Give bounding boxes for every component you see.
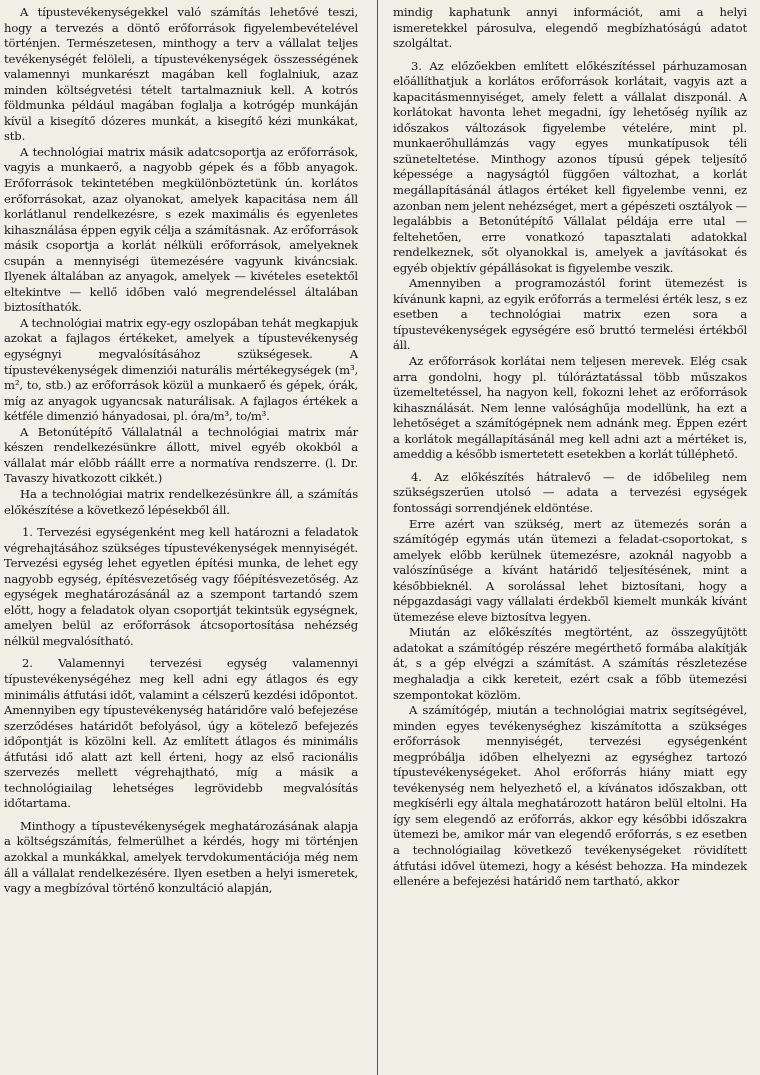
- left-column: [4, 5, 358, 897]
- paragraph: A számítógép, miután a technológiai matrix segítségével, minden egyes tevékenységhez kiszámította a szükséges erőforrások mennyiségét, tervezési egységenként megpróbálja időben elhelyezni az egységhez tartozó típustevékenységeket. Ahol erőforrás hiány miatt egy tevékenység nem helyezhető el, a kívánatos időszakban, ott megkísérli egy általa meghatározott határon belül eltolni. Ha így sem elegendő az erőforrás, akkor egy későbbi időszakra ütemezi be, amikor már van elegendő erőforrás, s ez esetben a technológiailag következő tevékenységeket rövidített átfutási idővel ütemezi, hogy a késést behozza. Ha mindezek ellenére a befejezési határidő nem tartható, akkor: [393, 703, 747, 889]
- paragraph: A típustevékenységekkel való számítás lehetővé teszi, hogy a tervezés a döntő erőforrások figyelembevételével történjen. Természetesen, minthogy a terv a vállalat teljes tevékenységét felöleli, a típustevékenységek összességének valamennyi munkarészt magában kell foglalniuk, azaz minden költségvetési tételt tartalmazniuk kell. A kotrós földmunka például magában foglalja a kotrógép munkáján kívül a kisegítő dózeres munkát, a kisegítő kézi munkákat, stb.: [4, 5, 358, 144]
- paragraph: Miután az előkészítés megtörtént, az összegyűjtött adatokat a számítógép részére megérthető formába alakítják át, s a gép elvégzi a számítást. A számítás részletezése meghaladja a cikk kereteit, ezért csak a főbb ütemezési szempontokat közlöm.: [393, 625, 747, 702]
- right-column: [393, 5, 747, 890]
- numbered-paragraph-4: 4. Az előkészítés hátralevő — de időbelileg nem szükségszerűen utolsó — adata a tervezési egységek fontossági sorrendjének eldöntése.: [393, 469, 747, 515]
- paragraph: Minthogy a típustevékenységek meghatározásának alapja a költségszámítás, felmerülhet a kérdés, hogy mi történjen azokkal a munkákkal, amelyek tervdokumentációja még nem áll a vállalat rendelkezésére. Ilyen esetben a helyi ismeretek, vagy a megbízóval történő konzultáció alapján,: [4, 818, 358, 896]
- paragraph: A Betonútépítő Vállalatnál a technológiai matrix már készen rendelkezésünkre állott, mivel egyéb okokból a vállalat már előbb ráállt erre a normatíva rendszerre. (l. Dr. Tavaszy hivatkozott cikkét.): [4, 424, 358, 486]
- numbered-paragraph-3: 3. Az előzőekben említett előkészítéssel párhuzamosan előállíthatjuk a korlátos erőforrások korlátait, vagyis azt a kapacitásmennyiséget, amely felett a vállalat diszponál. A korlátokat havonta lehet megadni, így lehetőség nyílik az időszakos változások figyelembe vételére, mint pl. munkaerőhullámzás vagy egyes munkatípusok téli szüneteltetése. Minthogy azonos típusú gépek teljesítő képessége a nagyságtól függően változhat, a korlát megállapításánál átlagos értéket kell figyelembe venni, ez azonban nem jelent nehézséget, mert a gépészeti osztályok — legalábbis a Betonútépítő Vállalat példája erre utal — feltehetően, erre vonatkozó tapasztalati adatokkal rendelkeznek, sőt olyanokkal is, amelyek a javításokat és egyéb objektív gépállásokat is figyelembe veszik.: [393, 58, 747, 275]
- column-divider: [377, 0, 378, 1075]
- paragraph: Ha a technológiai matrix rendelkezésünkre áll, a számítás előkészítése a következő lépésekből áll.: [4, 486, 358, 517]
- paragraph-continued: mindig kaphatunk annyi információt, ami a helyi ismeretekkel párosulva, elegendő megbízhatóságú adatot szolgáltat.: [393, 5, 747, 51]
- numbered-paragraph-2: 2. Valamennyi tervezési egység valamennyi típustevékenységéhez meg kell adni egy átlagos és egy minimális átfutási időt, valamint a célszerű kezdési időpontot. Amennyiben egy típustevékenység határidőre való befejezése szerződéses határidőt befolyásol, úgy a kötelező befejezés időpontját is közölni kell. Az említett átlagos és minimális átfutási idő alatt azt kell érteni, hogy az első racionális szervezés mellett végrehajtható, míg a másik a technológiailag lehetséges legrövidebb megvalósítás időtartama.: [4, 656, 358, 811]
- paragraph: Az erőforrások korlátai nem teljesen merevek. Elég csak arra gondolni, hogy pl. túlóráztatással több műszakos üzemeltetéssel, ha nagyon kell, fokozni lehet az erőforrások kihasználását. Nem lenne valósághűja modellünk, ha ezt a lehetőséget a számítógépnek nem adnánk meg. Éppen ezért a korlátok megállapításánál meg kell adni azt a mértéket is, ameddig a később ismertetett esetekben a korlát túlléphető.: [393, 354, 747, 462]
- paragraph: A technológiai matrix másik adatcsoportja az erőforrások, vagyis a munkaerő, a nagyobb gépek és a főbb anyagok. Erőforrások tekintetében megkülönböztetünk ún. korlátos erőforrásokat, azaz olyanokat, amelyek kapacitása nem áll korlátlanul rendelkezésre, s ezek maximális és egyenletes kihasználása éppen egyik célja a számításnak. Az erőforrások másik csoportja a korlát nélküli erőforrások, amelyeknek csupán a mennyiségi ütemezésére vagyunk kiváncsiak. Ilyenek általában az anyagok, amelyek — kivételes esetektől eltekintve — kellő időben való megrendeléssel általában biztosíthatók.: [4, 144, 358, 315]
- numbered-paragraph-1: 1. Tervezési egységenként meg kell határozni a feladatok végrehajtásához szükséges típustevékenységek mennyiségét. Tervezési egység lehet egyetlen építési munka, de lehet egy nagyobb egység, építésvezetőség vagy főépítésvezetőség. Az egységek meghatározásánál az a szempont tartandó szem előtt, hogy a feladatok olyan csoportját tekintsük egységnek, amelyen belül az erőforrások átcsoportosítása nehézség nélkül megvalósítható.: [4, 525, 358, 648]
- paragraph: A technológiai matrix egy-egy oszlopában tehát megkapjuk azokat a fajlagos értékeket, amelyek a típustevékenység egységnyi megvalósításához szükségesek. A típustevékenységek dimenziói naturális mértékegységek (m³, m², to, stb.) az erőforrások közül a munkaerő és gépek, órák, míg az anyagok ugyancsak naturálisak. A fajlagos értékek a kétféle dimenzió hányadosai, pl. óra/m³, to/m³.: [4, 315, 358, 424]
- paragraph: Amennyiben a programozástól forint ütemezést is kívánunk kapni, az egyik erőforrás a termelési érték lesz, s ez esetben a technológiai matrix ezen sora a típustevékenységek egységére eső bruttó termelési értékből áll.: [393, 276, 747, 353]
- paragraph: Erre azért van szükség, mert az ütemezés során a számítógép egymás után ütemezi a feladat-csoportokat, s amelyek előbb kerülnek ütemezésre, azoknál nagyobb a valószínűsége a kívánt határidő teljesítésének, mint a későbbieknél. A sorolással lehet biztosítani, hogy a népgazdasági vagy vállalati érdekből kiemelt munkák kívánt ütemezése eleve biztosítva legyen.: [393, 516, 747, 624]
